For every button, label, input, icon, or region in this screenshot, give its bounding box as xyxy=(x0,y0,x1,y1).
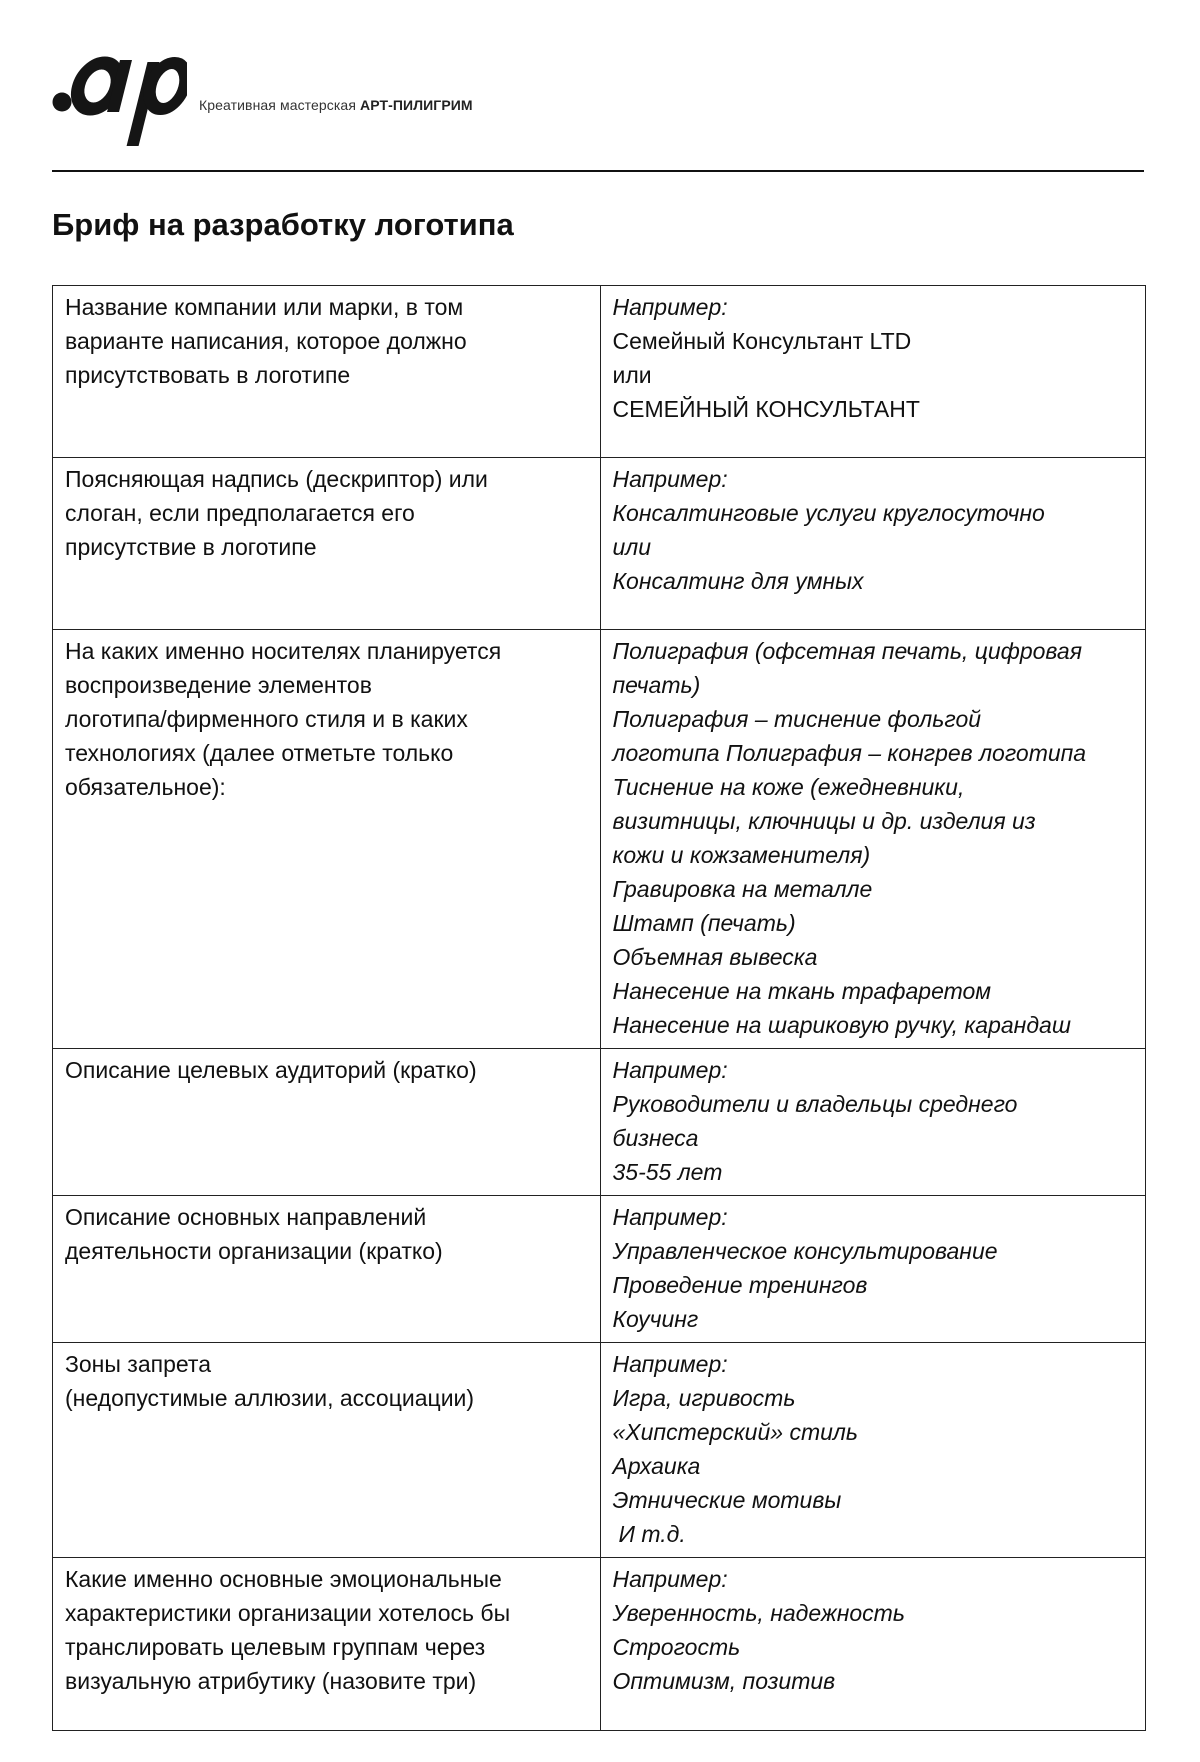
answer-line: Например: xyxy=(612,1204,728,1230)
brief-table-body xyxy=(53,286,1146,1731)
question-line: транслировать целевым группам через xyxy=(65,1634,486,1660)
answer-line: Семейный Консультант LTD xyxy=(612,328,912,354)
question-line: визуальную атрибутику (назовите три) xyxy=(65,1668,477,1694)
answer-line: бизнеса xyxy=(612,1125,699,1151)
table-row xyxy=(53,286,1146,458)
question-line: характеристики организации хотелось бы xyxy=(65,1600,511,1626)
question-line: Зоны запрета xyxy=(65,1351,211,1377)
question-line: Название компании или марки, в том xyxy=(65,294,464,320)
document-title: Бриф на разработку логотипа xyxy=(52,207,514,242)
answer-line: Например: xyxy=(612,1566,728,1592)
answer-line: Консалтинг для умных xyxy=(612,568,864,594)
answer-cell xyxy=(600,1558,1146,1731)
answer-line: Коучинг xyxy=(612,1306,699,1332)
table-row xyxy=(53,630,1146,1049)
answer-line: 35-55 лет xyxy=(612,1159,723,1185)
question-line: Поясняющая надпись (дескриптор) или xyxy=(65,466,488,492)
answer-cell xyxy=(600,1049,1146,1196)
answer-line: Руководители и владельцы среднего xyxy=(612,1091,1018,1117)
question-line: Описание основных направлений xyxy=(65,1204,427,1230)
answer-line: Например: xyxy=(612,294,728,320)
question-line: воспроизведение элементов xyxy=(65,672,372,698)
question-line: обязательное): xyxy=(65,774,226,800)
answer-line: Оптимизм, позитив xyxy=(612,1668,836,1694)
question-line: логотипа/фирменного стиля и в каких xyxy=(65,706,468,732)
question-cell xyxy=(53,286,601,458)
answer-line: печать) xyxy=(612,672,701,698)
table-row xyxy=(53,1196,1146,1343)
question-line: Какие именно основные эмоциональные xyxy=(65,1566,502,1592)
answer-line: Уверенность, надежность xyxy=(612,1600,905,1626)
answer-line: Консалтинговые услуги круглосуточно xyxy=(612,500,1045,526)
answer-line: Игра, игривость xyxy=(612,1385,796,1411)
answer-line: визитницы, ключницы и др. изделия из xyxy=(612,808,1036,834)
answer-line: Этнические мотивы xyxy=(612,1487,842,1513)
answer-line: Гравировка на металле xyxy=(612,876,873,902)
studio-prefix: Креативная мастерская xyxy=(199,97,360,113)
studio-brand: АРТ-ПИЛИГРИМ xyxy=(360,97,473,113)
question-line: присутствие в логотипе xyxy=(65,534,317,560)
table-row xyxy=(53,1343,1146,1558)
answer-line: или xyxy=(612,362,652,388)
question-line: технологиях (далее отметьте только xyxy=(65,740,454,766)
answer-line: Полиграфия (офсетная печать, цифровая xyxy=(612,638,1083,664)
answer-line: СЕМЕЙНЫЙ КОНСУЛЬТАНТ xyxy=(612,396,920,422)
answer-line: Объемная вывеска xyxy=(612,944,818,970)
header-rule xyxy=(52,170,1144,172)
answer-cell xyxy=(600,286,1146,458)
answer-line: Архаика xyxy=(612,1453,701,1479)
table-row xyxy=(53,1558,1146,1731)
question-cell xyxy=(53,1196,601,1343)
table-row xyxy=(53,458,1146,630)
answer-line: Например: xyxy=(612,1351,728,1377)
document-header xyxy=(52,52,1152,152)
question-cell xyxy=(53,1558,601,1731)
question-line: присутствовать в логотипе xyxy=(65,362,351,388)
answer-line: или xyxy=(612,534,652,560)
answer-line: Нанесение на шариковую ручку, карандаш xyxy=(612,1012,1071,1038)
question-cell xyxy=(53,1343,601,1558)
answer-line: «Хипстерский» стиль xyxy=(612,1419,858,1445)
answer-line: логотипа Полиграфия – конгрев логотипа xyxy=(612,740,1087,766)
question-line: варианте написания, которое должно xyxy=(65,328,467,354)
question-cell xyxy=(53,630,601,1049)
question-line: Описание целевых аудиторий (кратко) xyxy=(65,1057,477,1083)
brief-table xyxy=(52,285,1146,1731)
studio-name xyxy=(199,97,473,113)
question-cell xyxy=(53,458,601,630)
answer-cell xyxy=(600,1196,1146,1343)
answer-cell xyxy=(600,1343,1146,1558)
question-line: деятельности организации (кратко) xyxy=(65,1238,443,1264)
answer-line: Управленческое консультирование xyxy=(612,1238,998,1264)
answer-line: кожи и кожзаменителя) xyxy=(612,842,871,868)
table-row xyxy=(53,1049,1146,1196)
answer-line: Нанесение на ткань трафаретом xyxy=(612,978,992,1004)
answer-cell xyxy=(600,630,1146,1049)
question-cell xyxy=(53,1049,601,1196)
answer-line: И т.д. xyxy=(618,1521,686,1547)
answer-line: Например: xyxy=(612,466,728,492)
ap-logo xyxy=(52,52,187,152)
answer-line: Строгость xyxy=(612,1634,741,1660)
answer-line: Полиграфия – тиснение фольгой xyxy=(612,706,982,732)
question-line: (недопустимые аллюзии, ассоциации) xyxy=(65,1385,475,1411)
answer-cell xyxy=(600,458,1146,630)
answer-line: Штамп (печать) xyxy=(612,910,796,936)
answer-line: Например: xyxy=(612,1057,728,1083)
answer-line: Проведение тренингов xyxy=(612,1272,868,1298)
question-line: На каких именно носителях планируется xyxy=(65,638,502,664)
answer-line: Тиснение на коже (ежедневники, xyxy=(612,774,965,800)
question-line: слоган, если предполагается его xyxy=(65,500,415,526)
